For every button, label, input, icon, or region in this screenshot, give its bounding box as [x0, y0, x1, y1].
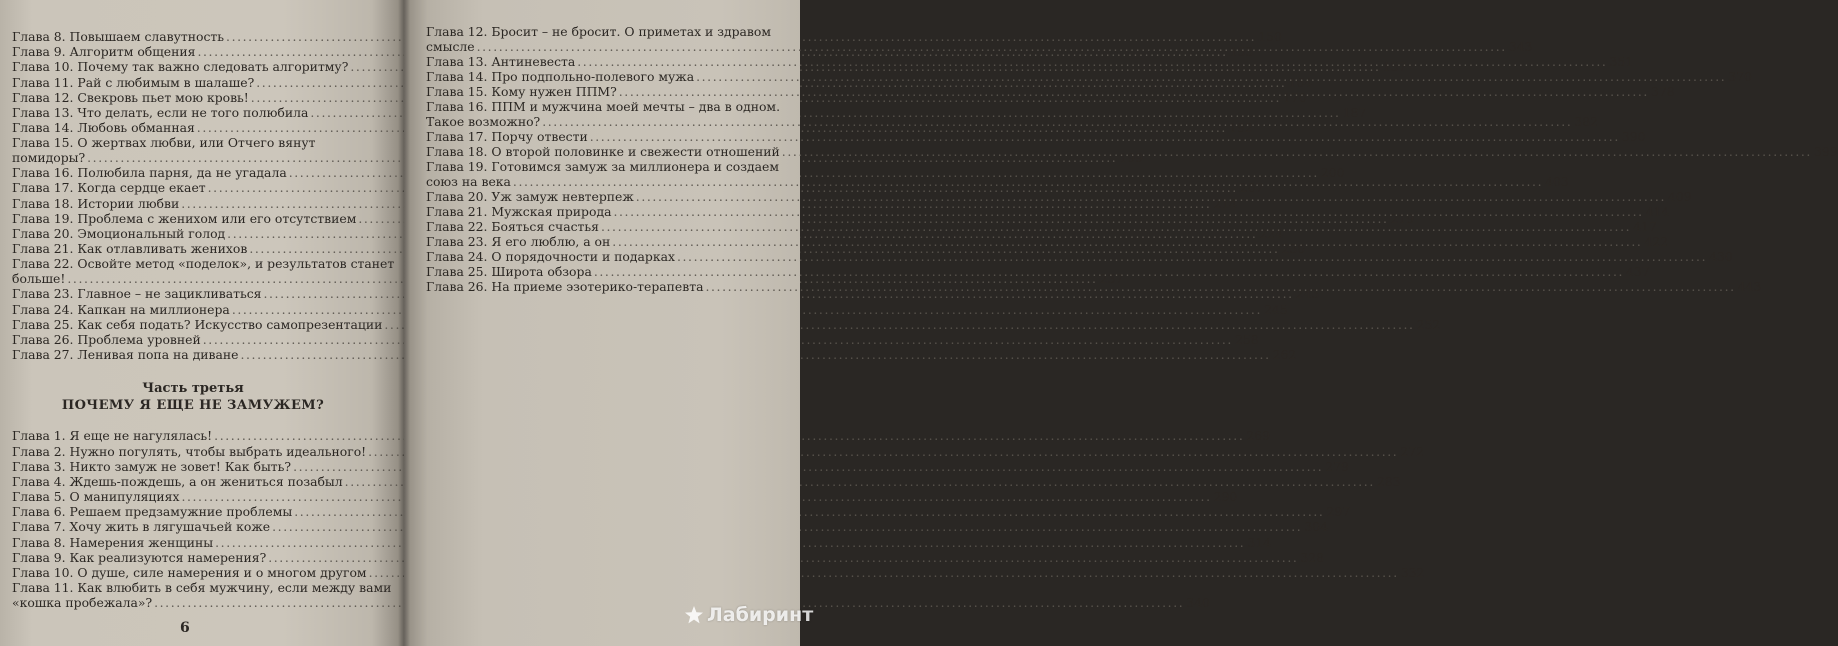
toc-entry-page-number: 243 — [1295, 286, 1320, 302]
toc-entry-title: Глава 15. Кому нужен ППМ? — [426, 84, 617, 99]
toc-entry-title: Глава 27. Ленивая попа на диване — [12, 347, 239, 363]
toc-entry-page-number: 279 — [1325, 458, 1349, 474]
toc-entry-title: Глава 25. Как себя подать? Искусство самопрезентации — [12, 316, 383, 332]
toc-entry-title-continuation: смысле — [426, 39, 475, 54]
toc-entry — [12, 443, 1424, 459]
toc-entry-page-number: 269 — [1246, 428, 1271, 444]
toc-entry — [12, 473, 1401, 489]
toc-entry — [12, 504, 1351, 520]
toc-entry-page-number: 414 — [1645, 204, 1670, 219]
toc-entry-title: Глава 10. О душе, силе намерения и о многом другом — [12, 565, 367, 581]
toc-entry-title-continuation: больше! — [12, 271, 66, 287]
toc-entry-title: Глава 9. Алгоритм общения — [12, 44, 196, 60]
toc-entry-title: Глава 24. О порядочности и подарках — [426, 249, 675, 264]
toc-entry — [12, 549, 1325, 565]
toc-entry-title: Глава 8. Намерения женщины — [12, 534, 214, 550]
toc-entry-title: Глава 26. На приеме эзотерико-терапевта — [426, 279, 704, 294]
toc-entry-page-number: 207 — [1239, 180, 1264, 196]
toc-entry — [12, 489, 1238, 505]
page-number: 6 — [180, 620, 190, 636]
toc-list-bottom — [12, 428, 1425, 611]
dot-leader — [513, 174, 1543, 189]
toc-entry-page-number: 224 — [1259, 226, 1284, 242]
toc-entry-page-number: 170 — [1282, 89, 1307, 105]
toc-entry-page-number: 399 — [1813, 144, 1838, 159]
toc-entry-title: Глава 24. Капкан на миллионера — [12, 301, 230, 317]
toc-entry-title: Глава 13. Что делать, если не того полюбила — [12, 104, 309, 120]
toc-entry-title: Глава 2. Нужно погулять, чтобы выбрать идеального! — [12, 443, 367, 459]
dot-leader — [705, 279, 1735, 294]
toc-entry-page-number: 328 — [1300, 549, 1325, 565]
toc-entry-page-number: 199 — [1119, 150, 1143, 166]
toc-entry-page-number: 272 — [1400, 443, 1424, 459]
watermark — [684, 604, 813, 626]
toc-entry-page-number: 290 — [1213, 489, 1238, 505]
toc-entry-title: Глава 19. Проблема с женихом или его отсутствием — [12, 210, 357, 226]
toc-entry-title: Глава 8. Повышаем славутность — [12, 28, 225, 44]
toc-entry-page-number: 370 — [1728, 69, 1752, 84]
dot-leader — [696, 69, 1726, 84]
toc-entry-line — [12, 595, 1210, 611]
toc-entry — [12, 534, 1271, 550]
toc-entry-title: Глава 18. Истории любви — [12, 195, 180, 211]
toc-entry-title: Глава 16. Полюбила парня, да не угадала — [12, 165, 287, 181]
toc-entry-title: Глава 3. Никто замуж не зовет! Как быть? — [12, 458, 292, 474]
toc-entry-page-number: 157 — [1382, 59, 1407, 75]
part-label: Часть третья — [142, 381, 244, 397]
toc-entry-page-number: 192 — [1228, 120, 1253, 136]
toc-entry-title: Глава 23. Я его люблю, а он — [426, 234, 611, 249]
toc-entry-page-number: 164 — [1288, 74, 1313, 90]
toc-entry — [12, 565, 1425, 581]
toc-entry-page-number: 443 — [1737, 279, 1762, 294]
toc-entry-title: Глава 21. Мужская природа — [426, 204, 612, 219]
book-gutter — [398, 0, 410, 646]
toc-entry-title: Глава 25. Широта обзора — [426, 264, 592, 279]
toc-entry-title-continuation: Такое возможно? — [426, 114, 541, 129]
toc-entry-title: Глава 4. Ждешь-пождешь, а он жениться позабыл — [12, 473, 343, 489]
toc-entry-title: Глава 20. Эмоциональный голод — [12, 226, 226, 242]
toc-entry-title: Глава 11. Как влюбить в себя мужчину, если между вами — [12, 580, 392, 596]
toc-entry-page-number: 340 — [1186, 595, 1210, 611]
toc-entry — [12, 580, 1210, 611]
dot-leader — [601, 219, 1631, 234]
toc-entry — [12, 347, 1297, 363]
toc-entry-title: Глава 7. Хочу жить в лягушачьей коже — [12, 519, 271, 535]
toc-entry-page-number: 230 — [1281, 241, 1306, 257]
toc-entry-title: Глава 17. Когда сердце екает — [12, 180, 206, 196]
toc-entry-page-number: 187 — [1342, 104, 1367, 120]
toc-entry — [12, 316, 1441, 332]
toc-entry — [12, 331, 1259, 347]
toc-entry-page-number: 437 — [1626, 264, 1650, 279]
toc-entry-page-number: 378 — [1650, 84, 1675, 99]
toc-entry-title: Глава 16. ППМ и мужчина моей мечты – два в одном. — [426, 99, 781, 114]
toc-entry-page-number: 262 — [1272, 347, 1297, 363]
toc-entry-title: Глава 26. Проблема уровней — [12, 331, 201, 347]
toc-entry-page-number: 304 — [1304, 519, 1328, 535]
toc-entry-page-number: 252 — [1416, 316, 1441, 332]
toc-entry-page-number: 382 — [1574, 114, 1599, 129]
labyrinth-star-logo-icon — [684, 605, 704, 625]
toc-entry — [12, 519, 1328, 535]
toc-entry-title: Глава 18. О второй половинке и свежести отношений — [426, 144, 780, 159]
toc-entry — [12, 458, 1349, 474]
dot-leader — [782, 144, 1812, 159]
dot-leader — [619, 84, 1649, 99]
part-heading — [12, 380, 374, 414]
part-title: ПОЧЕМУ Я ЕЩЕ НЕ ЗАМУЖЕМ? — [61, 398, 325, 414]
toc-entry-page-number: 422 — [1644, 234, 1669, 249]
toc-entry-title: Глава 14. Любовь обманная — [12, 120, 195, 136]
toc-entry-title: Глава 5. О манипуляциях — [12, 489, 180, 505]
toc-entry-page-number: 430 — [1709, 249, 1733, 264]
dot-leader — [636, 189, 1666, 204]
toc-entry-page-number: 219 — [1390, 210, 1415, 226]
toc-entry-page-number: 390 — [1621, 129, 1646, 144]
toc-entry-page-number: 314 — [1247, 534, 1271, 550]
toc-entry-page-number: 200 — [1320, 165, 1345, 181]
toc-entry-title: Глава 11. Рай с любимым в шалаше? — [12, 74, 255, 90]
toc-entry-page-number: 283 — [1376, 473, 1401, 489]
toc-entry-page-number: 150 — [1258, 28, 1282, 44]
watermark-text: Лабиринт — [707, 604, 814, 626]
toc-entry-title: Глава 14. Про подпольно-полевого мужа — [426, 69, 695, 84]
toc-entry-page-number: 245 — [1264, 301, 1288, 317]
toc-entry-page-number: 343 — [1508, 39, 1533, 54]
dot-leader — [677, 249, 1707, 264]
toc-entry-title: Глава 21. Как отлавливать женихов — [12, 241, 248, 257]
toc-entry-title: Глава 15. О жертвах любви, или Отчего вянут — [12, 135, 316, 151]
toc-entry-page-number: 351 — [1609, 54, 1634, 69]
toc-entry-title-continuation: «кошка пробежала»? — [12, 595, 153, 611]
toc-entry-page-number: 403 — [1545, 174, 1569, 189]
toc-entry-title: Глава 19. Готовимся замуж за миллионера и создаем — [426, 159, 779, 174]
toc-entry-title-continuation: союз на века — [426, 174, 511, 189]
toc-entry-title: Глава 22. Бояться счастья — [426, 219, 599, 234]
dot-leader — [577, 54, 1607, 69]
toc-entry-title: Глава 9. Как реализуются намерения? — [12, 549, 267, 565]
dot-leader — [590, 129, 1620, 144]
toc-entry-title-continuation: помидоры? — [12, 150, 86, 166]
toc-entry-page-number: 237 — [1099, 271, 1124, 287]
toc-entry-title: Глава 10. Почему так важно следовать алгоритму? — [12, 59, 349, 75]
toc-entry-title: Глава 22. Освойте метод «поделок», и результатов станет — [12, 256, 395, 272]
toc-entry-title: Глава 12. Свекровь пьет мою кровь! — [12, 89, 249, 105]
toc-entry-page-number: 297 — [1326, 504, 1351, 520]
toc-entry — [426, 129, 1646, 144]
toc-entry-title: Глава 13. Антиневеста — [426, 54, 576, 69]
toc-entry-page-number: 332 — [1400, 565, 1425, 581]
toc-entry-title: Глава 6. Решаем предзамужние проблемы — [12, 504, 293, 520]
toc-entry-page-number: 153 — [1229, 44, 1254, 60]
toc-entry-page-number: 417 — [1633, 219, 1657, 234]
dot-leader — [594, 264, 1624, 279]
toc-entry-title: Глава 20. Уж замуж невтерпеж — [426, 189, 634, 204]
toc-entry — [12, 428, 1271, 444]
toc-entry-page-number: 258 — [1234, 331, 1259, 347]
dot-leader — [613, 204, 1643, 219]
toc-entry-title: Глава 1. Я еще не нагулялась! — [12, 428, 213, 444]
dot-leader — [612, 234, 1642, 249]
toc-entry-page-number: 409 — [1667, 189, 1692, 204]
toc-entry-title: Глава 17. Порчу отвести — [426, 129, 588, 144]
dot-leader — [542, 114, 1572, 129]
toc-entry-title: Глава 12. Бросит – не бросит. О приметах и здравом — [426, 24, 772, 39]
toc-entry-title: Глава 23. Главное – не зацикливаться — [12, 286, 262, 302]
toc-entry-page-number: 214 — [1213, 195, 1238, 211]
toc-entry — [12, 301, 1288, 317]
dot-leader — [477, 39, 1507, 54]
